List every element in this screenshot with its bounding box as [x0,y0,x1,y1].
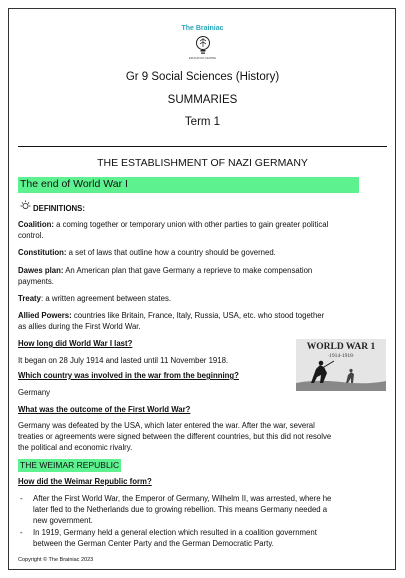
subsection-banner [18,177,359,193]
def-term: Coalition: [18,220,54,229]
world-war-image [296,339,386,391]
weimar-point-1c: new government. [33,516,93,525]
section-title: THE ESTABLISHMENT OF NAZI GERMANY [97,157,308,169]
subsection-title: The end of World War I [20,178,128,190]
image-title: WORLD WAR 1 [306,342,376,352]
def-dawes-cont: payments. [18,277,54,286]
def-text: An American plan that gave Germany a reprieve to make compensation [63,266,313,275]
bullet-marker: - [20,494,23,503]
answer-outcome-2: treaties or agreements were signed between the different countries, but this did not resolve [18,432,332,441]
def-text: : a written agreement between states. [40,294,172,303]
def-dawes [18,266,312,277]
question-country: Which country was involved in the war from the beginning? [18,371,239,380]
course-title: Gr 9 Social Sciences (History) [125,71,280,83]
def-constitution [18,248,276,259]
def-treaty [18,294,171,305]
weimar-point-1b: later fled to the Netherlands due to growing rebellion. This means Germany needed a [33,505,328,514]
answer-outcome-3: the political and economic rivalry. [18,443,133,452]
def-text: a coming together or temporary union with other parties to gain greater political [53,220,329,229]
soldiers-silhouette-icon [296,339,386,391]
def-allied-cont: as allies during the First World War. [18,322,141,331]
question-weimar: How did the Weimar Republic form? [18,477,152,486]
summaries-title: SUMMARIES [167,94,238,106]
header-divider [18,146,387,147]
def-term: Constitution: [18,248,67,257]
answer-war-length: It began on 28 July 1914 and lasted until 11 November 1918. [18,356,229,365]
brand-name: The Brainiac [181,25,224,32]
question-war-length: How long did World War I last? [18,339,133,348]
brain-lightbulb-icon [195,35,211,57]
answer-country: Germany [18,388,51,397]
def-text: a set of laws that outline how a country should be governed. [66,248,276,257]
image-dates: ·1914-1918· [327,353,355,359]
def-term: Treaty [18,294,41,303]
def-coalition [18,220,328,231]
def-coalition-cont: control. [18,231,44,240]
def-term: Dawes plan: [18,266,64,275]
answer-outcome-1: Germany was defeated by the USA, which later entered the war. After the war, several [18,421,315,430]
question-outcome: What was the outcome of the First World War? [18,405,191,414]
weimar-point-2a: In 1919, Germany held a general election which resulted in a coalition government [33,528,317,537]
brand-tagline: EDUCATION CENTRE [188,57,217,60]
lightbulb-icon [19,199,32,212]
bullet-marker: - [20,528,23,537]
weimar-heading: THE WEIMAR REPUBLIC [20,460,120,470]
def-term: Allied Powers: [18,311,72,320]
copyright-footer: Copyright © The Brainiac 2023 [18,557,94,563]
term-title: Term 1 [184,116,221,128]
weimar-point-1a: After the First World War, the Emperor of Germany, Wilhelm II, was arrested, where he [33,494,332,503]
def-text: countries like Britain, France, Italy, Russia, USA, etc. who stood together [71,311,325,320]
def-allied [18,311,324,322]
definitions-heading: DEFINITIONS: [33,204,85,213]
weimar-point-2b: between the German Center Party and the German Democratic Party. [33,539,274,548]
